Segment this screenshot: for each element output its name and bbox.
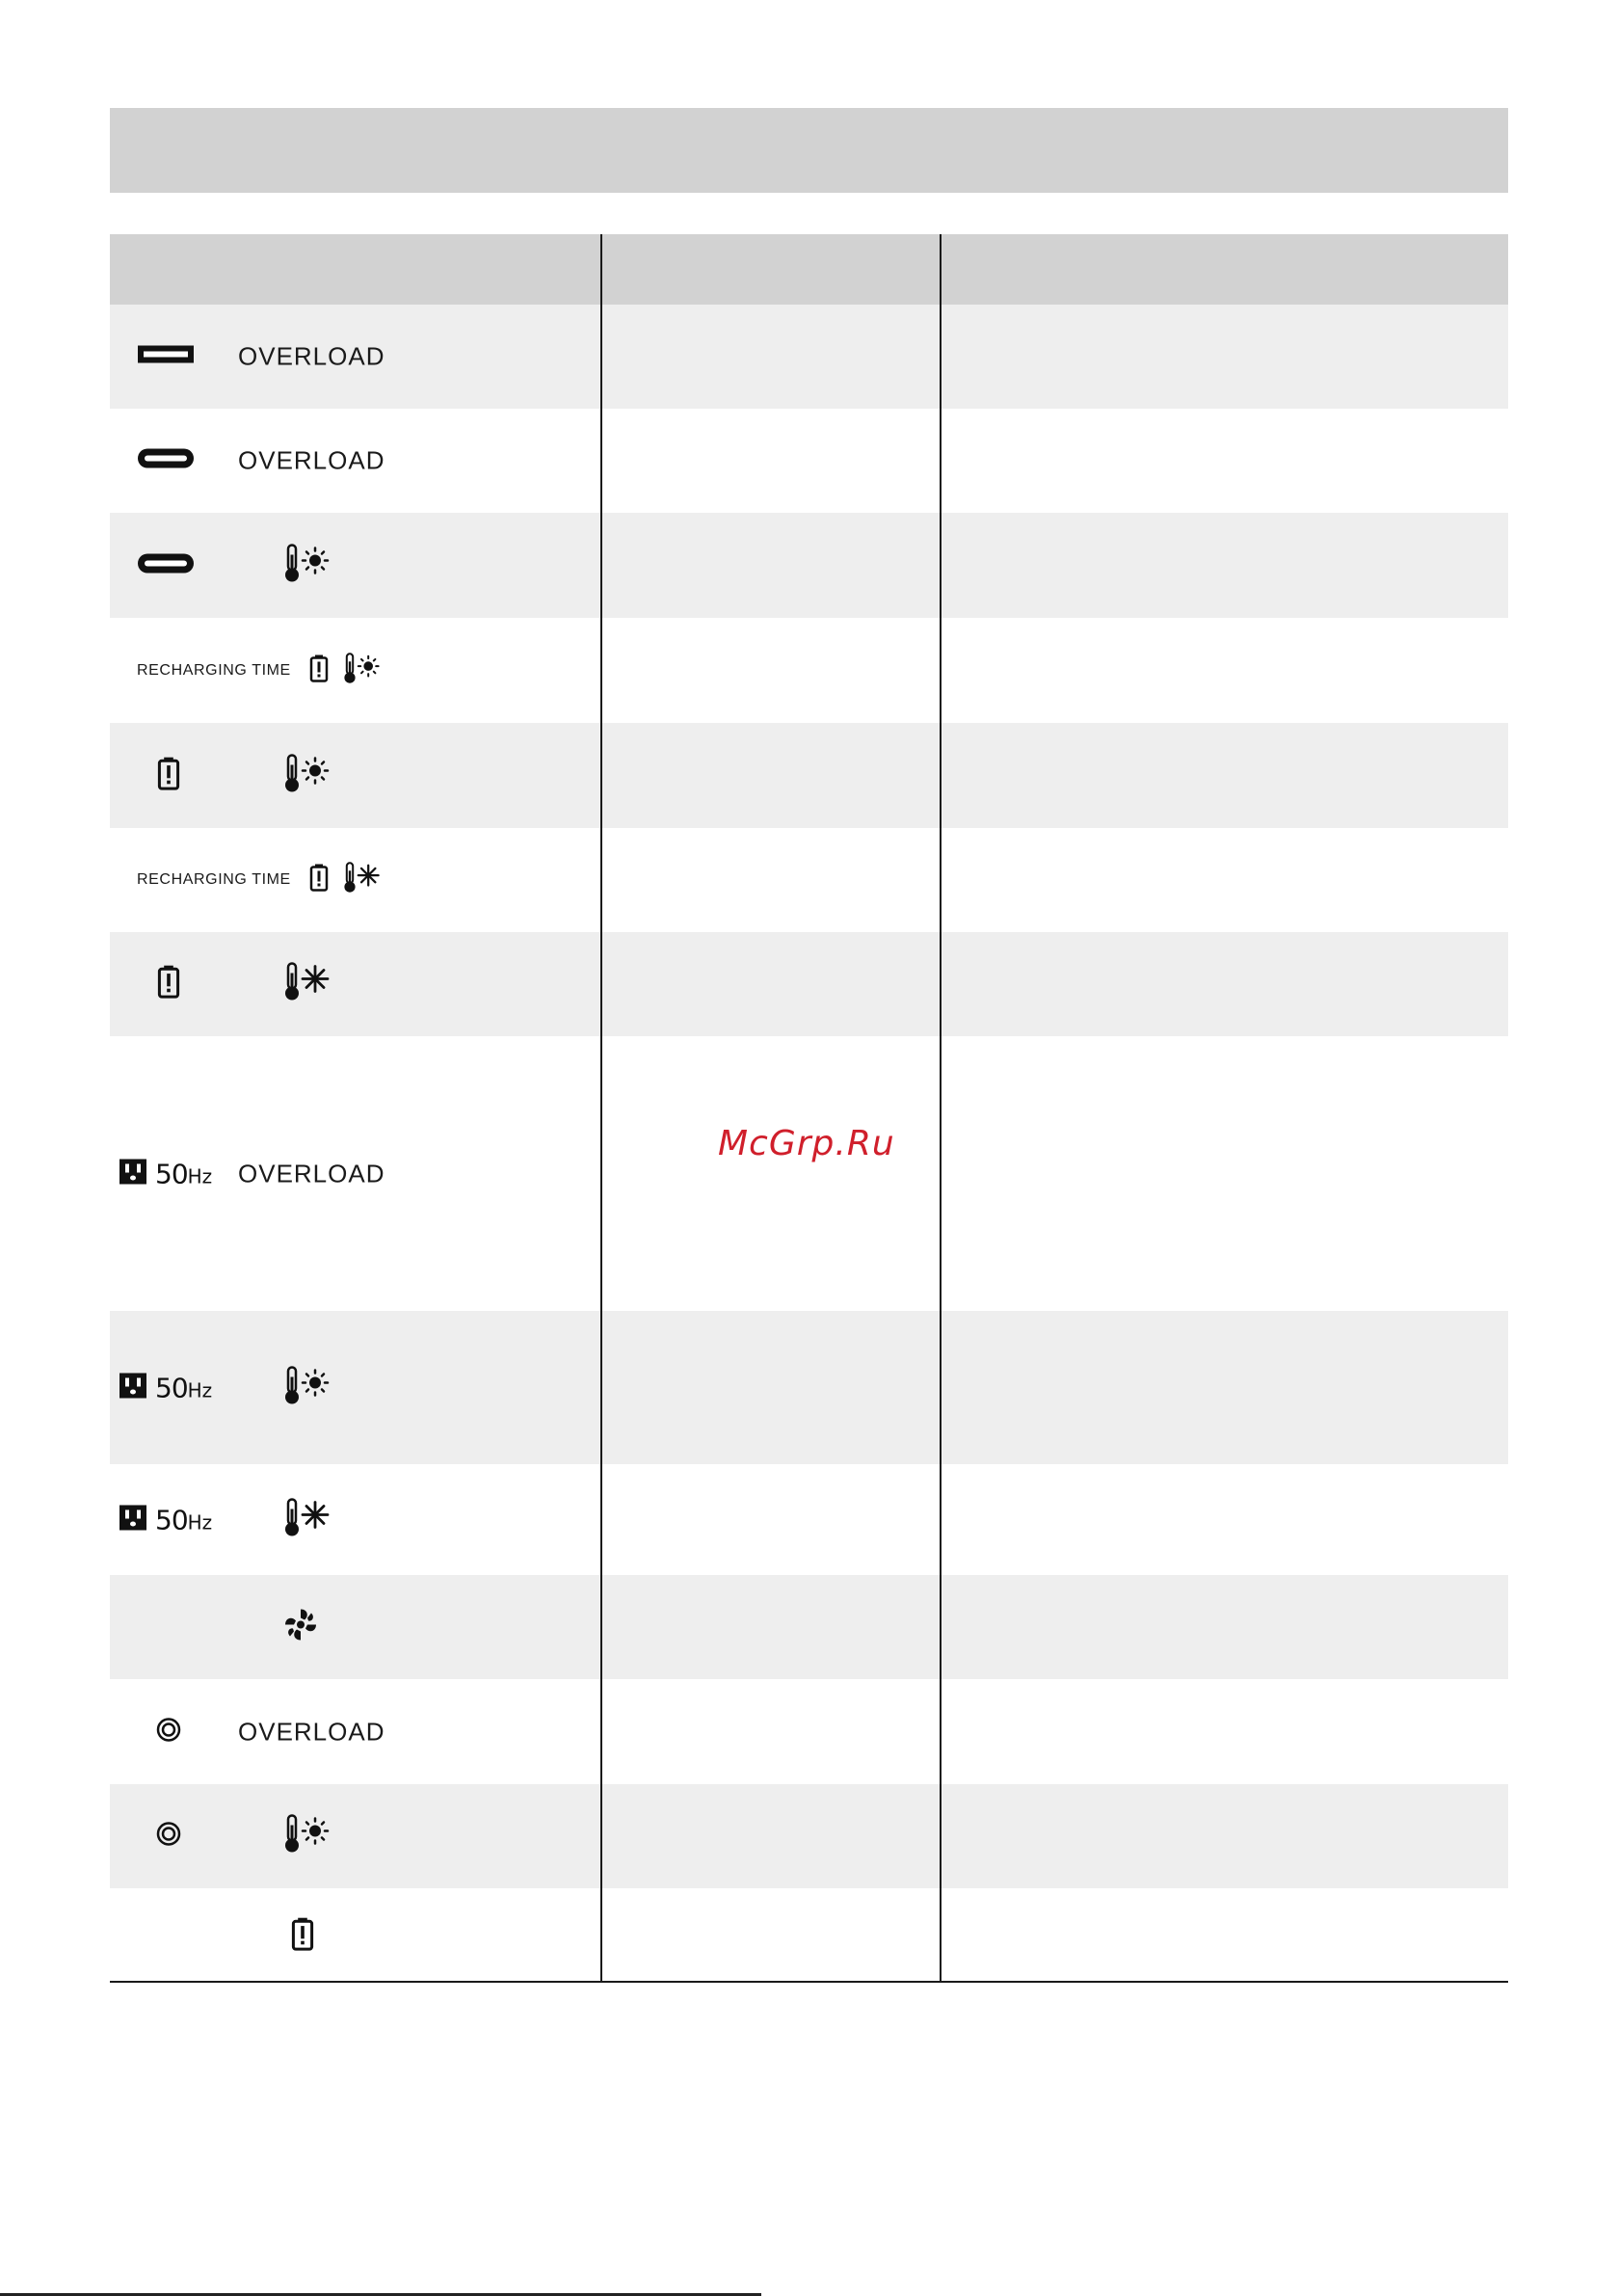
- header-cell-cause: [602, 234, 940, 305]
- table-row: [110, 828, 1508, 932]
- table-row: [110, 618, 1508, 723]
- table-row: [110, 1464, 1508, 1575]
- table-row: [110, 1036, 1508, 1311]
- wireless-charging-icon: [156, 1717, 181, 1747]
- table-row: [110, 1784, 1508, 1888]
- table-row: [110, 932, 1508, 1036]
- header-cell-solution: [942, 234, 1508, 305]
- low-temperature-icon: [282, 1497, 331, 1542]
- usb-c-port-icon: [137, 448, 195, 474]
- frequency-unit: Hz: [187, 1510, 213, 1534]
- table-row: [110, 1679, 1508, 1784]
- frequency-unit: Hz: [187, 1378, 213, 1402]
- high-temperature-icon: [342, 652, 381, 689]
- battery-alert-icon: [309, 654, 329, 687]
- table-row: [110, 1575, 1508, 1679]
- overload-label: OVERLOAD: [238, 445, 385, 475]
- battery-alert-icon: [309, 864, 329, 897]
- section-title-band: [110, 108, 1508, 193]
- table-bottom-rule: [110, 1981, 1508, 1983]
- frequency-value: 50: [155, 1504, 188, 1535]
- battery-alert-icon: [157, 756, 180, 795]
- table-row: [110, 409, 1508, 513]
- overload-label: OVERLOAD: [238, 341, 385, 371]
- table-row: [110, 723, 1508, 828]
- recharging-time-label: RECHARGING TIME: [137, 871, 291, 888]
- usb-a-port-icon: [137, 345, 195, 369]
- frequency-value: 50: [155, 1372, 188, 1403]
- overload-label: OVERLOAD: [238, 1717, 385, 1746]
- frequency-label: [155, 1372, 212, 1403]
- wireless-charging-icon: [156, 1822, 181, 1852]
- low-temperature-icon: [342, 862, 381, 899]
- table-row: [110, 1888, 1508, 1984]
- table-row: [110, 1311, 1508, 1464]
- frequency-unit: Hz: [187, 1164, 213, 1188]
- table-row: [110, 305, 1508, 409]
- high-temperature-icon: [282, 1365, 331, 1410]
- recharging-time-label: RECHARGING TIME: [137, 661, 291, 679]
- header-cell-display: [110, 234, 600, 305]
- overload-label: OVERLOAD: [238, 1159, 385, 1188]
- high-temperature-icon: [282, 753, 331, 798]
- high-temperature-icon: [282, 1814, 331, 1859]
- frequency-value: 50: [155, 1158, 188, 1189]
- high-temperature-icon: [282, 543, 331, 588]
- low-temperature-icon: [282, 962, 331, 1007]
- ac-outlet-icon: [119, 1372, 147, 1403]
- ac-outlet-icon: [119, 1158, 147, 1189]
- table-header-row: [110, 234, 1508, 305]
- usb-c-port-icon: [137, 552, 195, 578]
- frequency-label: [155, 1504, 212, 1535]
- ac-outlet-icon: [119, 1504, 147, 1535]
- column-divider: [940, 234, 942, 1982]
- table-row: [110, 513, 1508, 618]
- fan-icon: [283, 1608, 318, 1647]
- watermark: McGrp.Ru: [718, 1124, 895, 1163]
- battery-alert-icon: [157, 965, 180, 1004]
- battery-alert-icon: [291, 1915, 314, 1957]
- error-table: [110, 234, 1508, 1984]
- frequency-label: [155, 1158, 212, 1189]
- column-divider: [600, 234, 602, 1982]
